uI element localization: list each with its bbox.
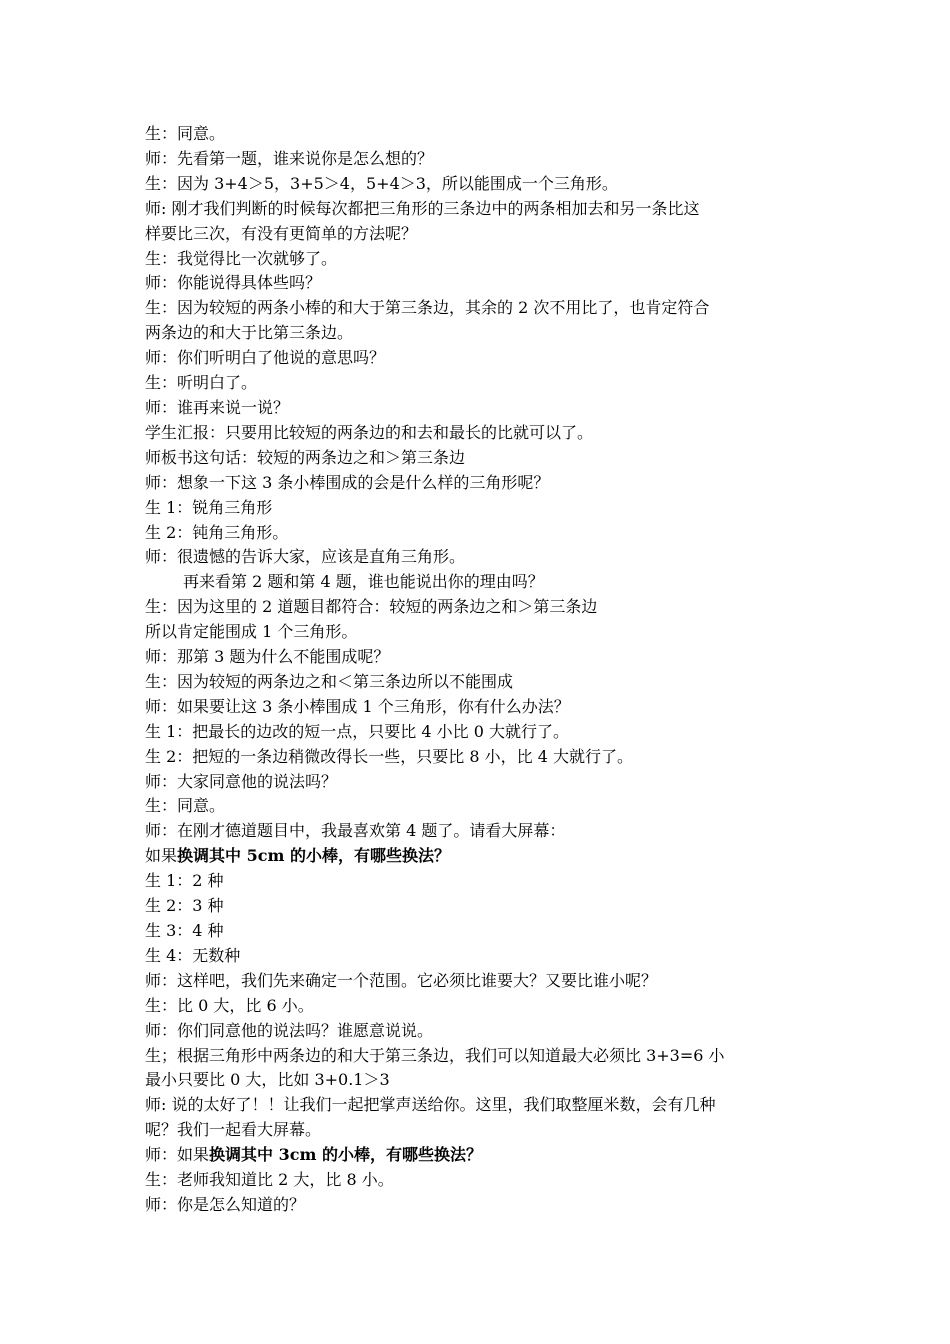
text-line bbox=[145, 296, 817, 321]
line-text: 师：如果 bbox=[145, 1145, 210, 1165]
line-text: 生：比 0 大，比 6 小。 bbox=[145, 995, 314, 1015]
text-line bbox=[145, 894, 817, 919]
text-line bbox=[145, 969, 817, 994]
text-line bbox=[145, 545, 817, 570]
text-line bbox=[145, 670, 817, 695]
line-text: 样要比三次，有没有更简单的方法呢？ bbox=[145, 223, 418, 243]
text-line bbox=[145, 570, 817, 595]
line-text: 师: 刚才我们判断的时候每次都把三角形的三条边中的两条相加去和另一条比这 bbox=[145, 198, 700, 218]
text-line bbox=[145, 346, 817, 371]
line-text: 生：因为较短的两条小棒的和大于第三条边，其余的 2 次不用比了，也肯定符合 bbox=[145, 298, 710, 318]
text-line bbox=[145, 371, 817, 396]
line-text: 生：同意。 bbox=[145, 124, 226, 143]
line-text: 生 2：3 种 bbox=[145, 896, 224, 916]
line-text: 生；根据三角形中两条边的和大于第三条边，我们可以知道最大必须比 3+3=6 小 bbox=[145, 1045, 725, 1065]
text-line bbox=[145, 1044, 817, 1069]
line-text: 生：因为 3+4＞5，3+5＞4，5+4＞3，所以能围成一个三角形。 bbox=[145, 173, 618, 193]
text-line bbox=[145, 122, 817, 147]
line-text: 生：老师我知道比 2 大，比 8 小。 bbox=[145, 1170, 394, 1190]
line-text: 师：你能说得具体些吗？ bbox=[145, 273, 322, 293]
line-text: 生 3：4 种 bbox=[145, 921, 224, 940]
line-text: 生：因为这里的 2 道题目都符合：较短的两条边之和＞第三条边 bbox=[145, 597, 598, 617]
text-line bbox=[145, 247, 817, 272]
bold-question-text: 换调其中 3cm 的小棒，有哪些换法？ bbox=[209, 1145, 482, 1165]
text-line bbox=[145, 1143, 817, 1168]
bold-question-text: 换调其中 5cm 的小棒，有哪些换法？ bbox=[177, 846, 450, 866]
line-text: 生：因为较短的两条边之和＜第三条边所以不能围成 bbox=[145, 671, 514, 691]
line-text: 师：很遗憾的告诉大家，应该是直角三角形。 bbox=[145, 547, 466, 567]
text-line bbox=[145, 1093, 817, 1118]
line-text: 生 2：钝角三角形。 bbox=[145, 522, 289, 542]
text-line bbox=[145, 1019, 817, 1044]
line-text: 生 1：锐角三角形 bbox=[145, 497, 273, 517]
text-line bbox=[145, 620, 817, 645]
line-text: 师板书这句话：较短的两条边之和＞第三条边 bbox=[145, 447, 466, 467]
line-text: 师：大家同意他的说法吗？ bbox=[145, 771, 338, 791]
text-line bbox=[145, 994, 817, 1019]
text-line bbox=[145, 172, 817, 197]
text-line bbox=[145, 695, 817, 720]
line-text: 最小只要比 0 大，比如 3+0.1＞3 bbox=[145, 1070, 390, 1090]
text-line bbox=[145, 720, 817, 745]
text-line bbox=[145, 446, 817, 471]
line-text: 生 2：把短的一条边稍微改得长一些，只要比 8 小，比 4 大就行了。 bbox=[145, 746, 633, 766]
text-line bbox=[145, 421, 817, 446]
text-line bbox=[145, 496, 817, 521]
line-text: 生：听明白了。 bbox=[145, 373, 258, 393]
text-line bbox=[145, 396, 817, 421]
line-text: 所以肯定能围成 1 个三角形。 bbox=[145, 622, 358, 642]
text-line bbox=[145, 147, 817, 172]
line-text: 如果 bbox=[145, 846, 178, 866]
line-text: 师：你是怎么知道的？ bbox=[145, 1194, 306, 1214]
text-line bbox=[145, 521, 817, 546]
text-line bbox=[145, 321, 817, 346]
line-text: 师: 说的太好了！！让我们一起把掌声送给你。这里，我们取整厘米数，会有几种 bbox=[145, 1095, 716, 1115]
line-text: 师：谁再来说一说？ bbox=[145, 397, 290, 417]
line-text: 师：你们听明白了他说的意思吗？ bbox=[145, 348, 386, 368]
line-text: 师：想象一下这 3 条小棒围成的会是什么样的三角形呢？ bbox=[145, 472, 550, 492]
text-line bbox=[145, 745, 817, 770]
text-line bbox=[145, 944, 817, 969]
text-line bbox=[145, 819, 817, 844]
line-text: 生 1：把最长的边改的短一点，只要比 4 小比 0 大就行了。 bbox=[145, 721, 569, 741]
line-text: 学生汇报：只要用比较短的两条边的和去和最长的比就可以了。 bbox=[145, 422, 594, 442]
text-line bbox=[145, 471, 817, 496]
line-text: 呢？我们一起看大屏幕。 bbox=[145, 1120, 322, 1140]
text-line bbox=[145, 1193, 817, 1218]
text-line bbox=[145, 1068, 817, 1093]
line-text: 师：那第 3 题为什么不能围成呢？ bbox=[145, 647, 390, 667]
line-text: 师：你们同意他的说法吗？谁愿意说说。 bbox=[145, 1020, 434, 1040]
text-line bbox=[145, 645, 817, 670]
text-line bbox=[145, 770, 817, 795]
text-line bbox=[145, 197, 817, 222]
line-text: 师：如果要让这 3 条小棒围成 1 个三角形，你有什么办法？ bbox=[145, 696, 570, 716]
text-line bbox=[145, 794, 817, 819]
line-text: 师：先看第一题，谁来说你是怎么想的？ bbox=[145, 148, 434, 168]
text-line bbox=[145, 1118, 817, 1143]
line-text: 再来看第 2 题和第 4 题，谁也能说出你的理由吗？ bbox=[183, 572, 544, 592]
text-line bbox=[145, 869, 817, 894]
text-line bbox=[145, 222, 817, 247]
text-line bbox=[145, 271, 817, 296]
line-text: 生：我觉得比一次就够了。 bbox=[145, 248, 338, 268]
text-line bbox=[145, 595, 817, 620]
line-text: 两条边的和大于比第三条边。 bbox=[145, 323, 354, 343]
line-text: 师：这样吧，我们先来确定一个范围。它必须比谁要大？又要比谁小呢？ bbox=[145, 970, 658, 990]
text-line bbox=[145, 844, 817, 869]
line-text: 生：同意。 bbox=[145, 796, 226, 816]
document-body bbox=[145, 122, 817, 1218]
line-text: 师：在刚才德道题目中，我最喜欢第 4 题了。请看大屏幕： bbox=[145, 821, 566, 841]
line-text: 生 1：2 种 bbox=[145, 871, 224, 891]
text-line bbox=[145, 1168, 817, 1193]
line-text: 生 4：无数种 bbox=[145, 945, 241, 965]
text-line bbox=[145, 919, 817, 944]
